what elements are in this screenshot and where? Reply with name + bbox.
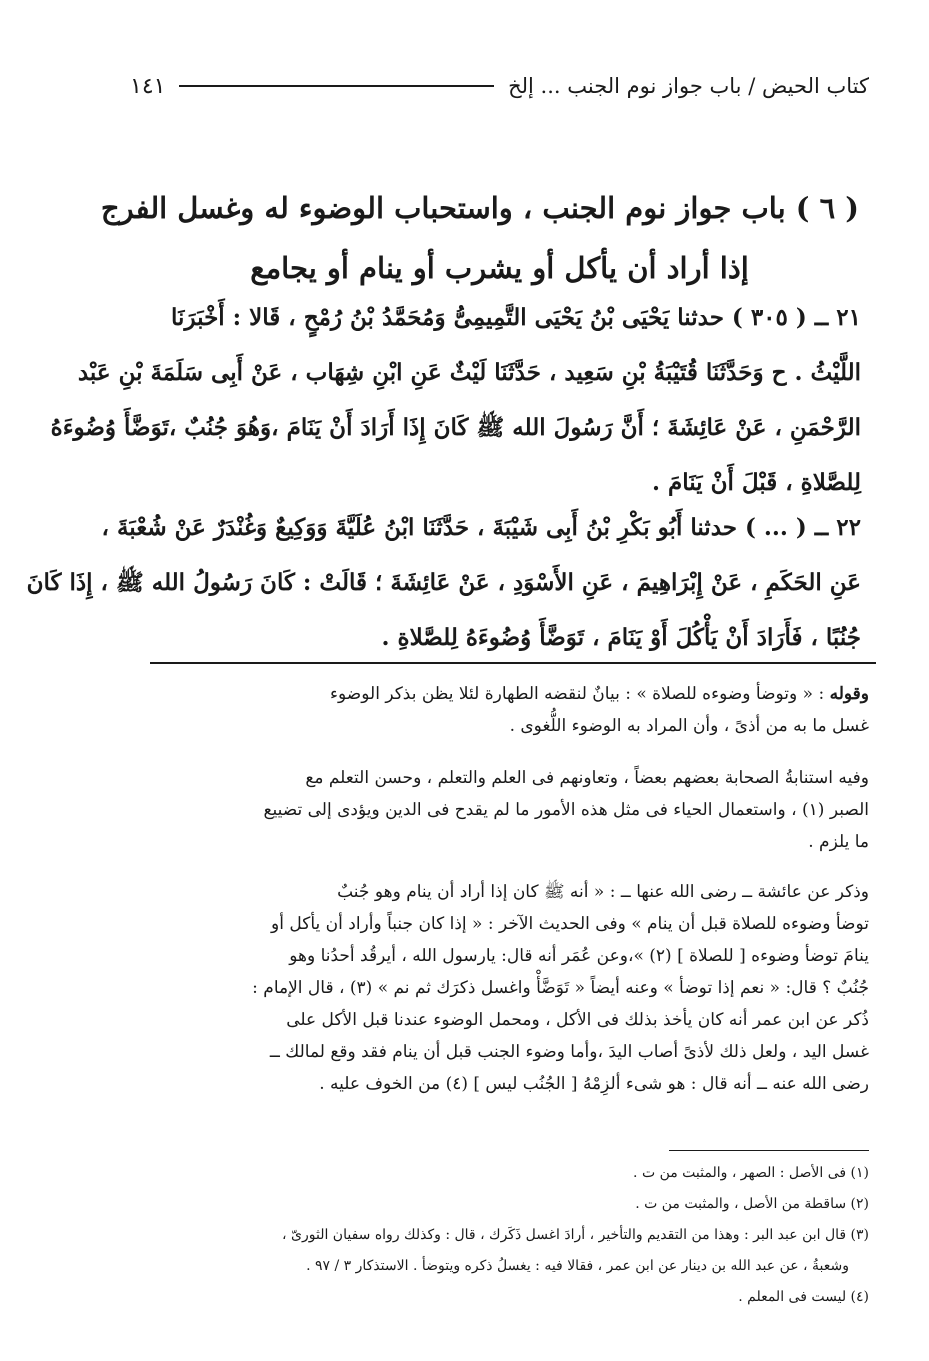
hadith-line: عَنِ الحَكَمِ ، عَنْ إِبْرَاهِيمَ ، عَنِ الأَسْوَدِ ، عَنْ عَائِشَةَ ؛ قَالَتْ : كَانَ رَسُولُ الله ﷺ ، إِذَا كَانَ [26,569,861,596]
footnotes [60,1158,869,1313]
commentary-line: الصبر (١) ، واستعمال الحياء فى مثل هذه الأمور ما لم يقدح فى الدين ويؤدى إلى تضييع [263,800,869,820]
running-header [130,68,869,104]
commentary-paragraph-2 [60,762,869,858]
hadith-line: جُنُبًا ، فَأَرَادَ أَنْ يَأْكُلَ أَوْ يَنَامَ ، تَوَضَّأَ وُضُوءَهُ لِلصَّلاةِ . [381,624,861,651]
commentary-line-text: : « وتوضأ وضوءه للصلاة » : بيانٌ لنقضه الطهارة لئلا يظن بذكر الوضوء [330,684,825,704]
chapter-heading [100,178,859,298]
commentary-lead-word: وقوله [829,684,869,704]
hadith-22 [26,500,861,665]
commentary-line: ينامَ توضأ وضوءه [ للصلاة ] (٢) »،وعن عُمَر أنه قال: يارسول الله ، أيرقُد أحدُنا وهو [289,946,869,966]
commentary-line: غسل اليد ، ولعل ذلك لأذىً أصاب اليدَ ،وأما وضوء الجنب قبل أن ينام فقد وقع لمالك ــ [269,1042,869,1062]
commentary-line [60,678,869,710]
running-title: كتاب الحيض / باب جواز نوم الجنب ... إلخ [508,74,869,98]
header-rule [179,85,494,87]
commentary-line: ما يلزم . [808,832,869,852]
commentary-paragraph-3 [60,876,869,1100]
commentary-line: توضأ وضوءه للصلاة قبل أن ينام » وفى الحديث الآخر : « إذا كان جنباً وأراد أن يأكل أو [271,914,869,934]
commentary-line: جُنُبٌ ؟ قال: « نعم إذا توضأ » وعنه أيضاً « تَوَضَّأْ واغسل ذكرَك ثم نم » (٣) ، قال الإمام : [252,978,869,998]
commentary-line: وفيه استنابةُ الصحابة بعضهم بعضاً ، وتعاونهم فى العلم والتعلم ، وحسن التعلم مع [305,768,869,788]
footnote-1: (١) فى الأصل : الصهر ، والمثبت من ت . [633,1165,869,1181]
commentary-line: رضى الله عنه ــ أنه قال : هو شىء ألزِمْهُ [ الجُنُب ليس ] (٤) من الخوف عليه . [319,1074,869,1094]
chapter-heading-line-1: ( ٦ ) باب جواز نوم الجنب ، واستحباب الوضوء له وغسل الفرج [100,191,859,225]
commentary-line: ذُكر عن ابن عمر أنه كان يأخذ بذلك فى الأكل ، ومحمل الوضوء عندنا قبل الأكل على [286,1010,869,1030]
commentary-paragraph-1 [60,678,869,742]
hadith-line: ٢١ ــ ( ٣٠٥ ) حدثنا يَحْيَى بْنُ يَحْيَى التَّمِيمِىُّ وَمُحَمَّدُ بْنُ رُمْحٍ ، قَالا : أَخْبَرَنَا [171,304,861,331]
commentary-line: وذكر عن عائشة ــ رضى الله عنها ــ : « أنه ﷺ كان إذا أراد أن ينام وهو جُنبٌ [337,882,869,902]
chapter-heading-line-2: إذا أراد أن يأكل أو يشرب أو ينام أو يجامع [250,251,749,285]
footnote-3-continued: وشعبةُ ، عن عبد الله بن دينار عن ابن عمر ، فقالا فيه : يغسلُ ذكره ويتوضأ . الاستذكار ٣ / ٩٧ . [306,1258,849,1274]
footnote-4: (٤) ليست فى المعلم . [738,1289,869,1305]
page-number: ١٤١ [130,73,166,99]
footnote-2: (٢) ساقطة من الأصل ، والمثبت من ت . [635,1196,869,1212]
hadith-21 [50,290,861,510]
footnote-3: (٣) قال ابن عبد البر : وهذا من التقديم والتأخير ، أرادَ اغسل ذَكَرك ، قال : وكذلك رواه سفيان الثورىّ ، [282,1227,869,1243]
hadith-line: الرَّحْمَنِ ، عَنْ عَائِشَةَ ؛ أَنَّ رَسُولَ الله ﷺ كَانَ إِذَا أَرَادَ أَنْ يَنَامَ ،وَهُوَ جُنُبٌ ،تَوَضَّأَ وُضُوءَهُ [50,414,861,441]
hadith-line: لِلصَّلاةِ ، قَبْلَ أَنْ يَنَامَ . [651,469,861,496]
footnote-rule [669,1150,869,1151]
hadith-line: اللَّيْثُ . ح وَحَدَّثَنَا قُتَيْبَةُ بْنِ سَعِيد ، حَدَّثَنَا لَيْثٌ عَنِ ابْنِ شِهَاب ، عَنْ أَبِى سَلَمَةَ بْنِ عَبْد [77,359,861,386]
commentary-line: غسل ما به من أذىً ، وأن المراد به الوضوء اللُّغوى . [509,716,869,736]
text-separator-rule [150,662,876,664]
hadith-line: ٢٢ ــ ( ... ) حدثنا أَبُو بَكْرِ بْنُ أَبِى شَيْبَةَ ، حَدَّثَنَا ابْنُ عُلَيَّةَ وَوَكِيعٌ وَغُنْدَرٌ عَنْ شُعْبَةَ ، [101,514,861,541]
